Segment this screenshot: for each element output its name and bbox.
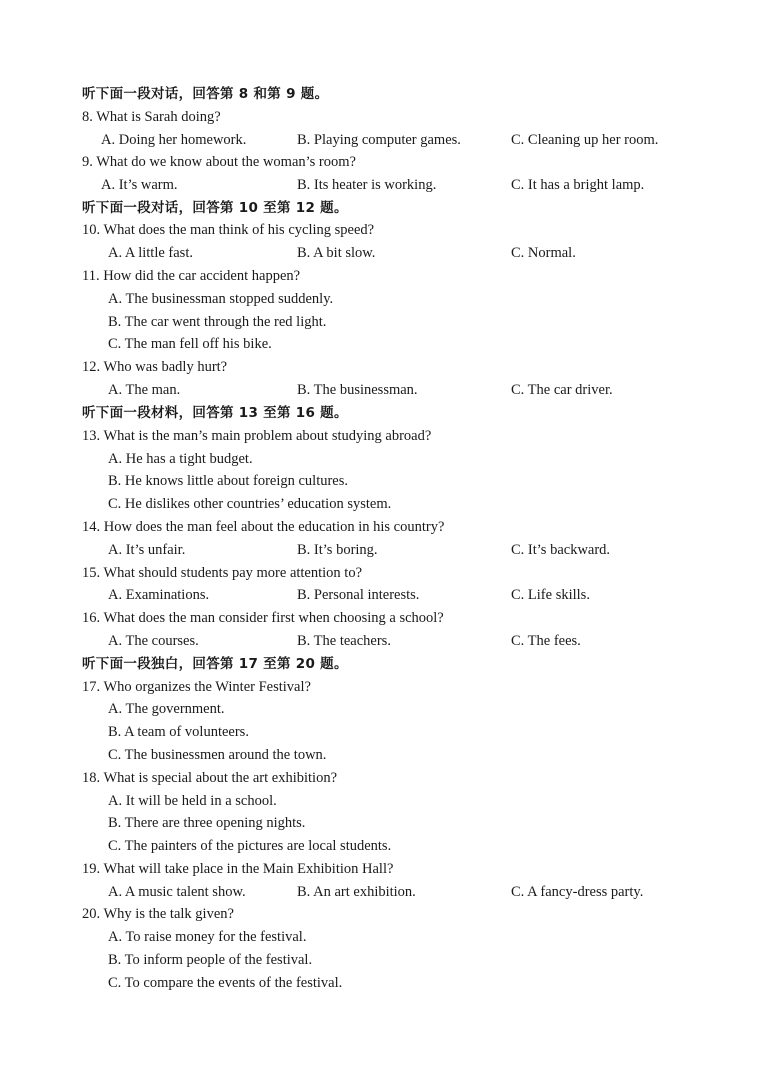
- option-b: B. It’s boring.: [297, 542, 378, 558]
- option-a: A. It’s warm.: [101, 177, 178, 193]
- question-9: 9. What do we know about the woman’s room?: [82, 154, 356, 170]
- option-a: A. The businessman stopped suddenly.: [108, 291, 334, 307]
- options-row: [0, 881, 761, 904]
- option-c: C. The businessmen around the town.: [108, 747, 327, 763]
- section-heading: 听下面一段独白，回答第 17 至第 20 题。: [82, 656, 348, 672]
- option-b: B. He knows little about foreign cultures.: [108, 473, 349, 489]
- option-c: C. It has a bright lamp.: [511, 177, 645, 193]
- option-b: B. To inform people of the festival.: [108, 952, 313, 968]
- section-heading: 听下面一段对话，回答第 8 和第 9 题。: [82, 86, 329, 102]
- option-c: C. It’s backward.: [511, 542, 611, 558]
- option-a: A. The courses.: [108, 633, 199, 649]
- option-c: C. The car driver.: [511, 382, 613, 398]
- option-c: C. He dislikes other countries’ education system.: [108, 496, 392, 512]
- option-a: A. Doing her homework.: [101, 132, 247, 148]
- option-a: A. To raise money for the festival.: [108, 929, 307, 945]
- question-17: 17. Who organizes the Winter Festival?: [82, 679, 311, 695]
- option-b: B. Its heater is working.: [297, 177, 437, 193]
- question-15: 15. What should students pay more attention to?: [82, 565, 363, 581]
- option-b: B. There are three opening nights.: [108, 815, 306, 831]
- option-c: C. Cleaning up her room.: [511, 132, 659, 148]
- options-row: [0, 630, 761, 653]
- option-b: B. An art exhibition.: [297, 884, 416, 900]
- option-a: A. The government.: [108, 701, 225, 717]
- options-row: [0, 242, 761, 265]
- options-row: [0, 584, 761, 607]
- question-19: 19. What will take place in the Main Exhibition Hall?: [82, 861, 394, 877]
- option-c: C. The fees.: [511, 633, 581, 649]
- option-a: A. He has a tight budget.: [108, 451, 253, 467]
- question-8: 8. What is Sarah doing?: [82, 109, 221, 125]
- question-11: 11. How did the car accident happen?: [82, 268, 301, 284]
- section-heading: 听下面一段材料，回答第 13 至第 16 题。: [82, 405, 348, 421]
- option-c: C. Life skills.: [511, 587, 590, 603]
- options-row: [0, 129, 761, 152]
- option-a: A. A music talent show.: [108, 884, 246, 900]
- question-12: 12. Who was badly hurt?: [82, 359, 228, 375]
- option-c: C. The man fell off his bike.: [108, 336, 272, 352]
- option-b: B. The businessman.: [297, 382, 418, 398]
- question-13: 13. What is the man’s main problem about studying abroad?: [82, 428, 432, 444]
- option-b: B. The car went through the red light.: [108, 314, 327, 330]
- options-row: [0, 379, 761, 402]
- option-b: B. Personal interests.: [297, 587, 420, 603]
- option-a: A. It’s unfair.: [108, 542, 186, 558]
- question-16: 16. What does the man consider first when choosing a school?: [82, 610, 444, 626]
- question-18: 18. What is special about the art exhibition?: [82, 770, 338, 786]
- option-b: B. The teachers.: [297, 633, 391, 649]
- option-b: B. A team of volunteers.: [108, 724, 249, 740]
- option-c: C. To compare the events of the festival.: [108, 975, 343, 991]
- option-c: C. The painters of the pictures are local students.: [108, 838, 392, 854]
- option-a: A. The man.: [108, 382, 181, 398]
- option-a: A. Examinations.: [108, 587, 210, 603]
- option-c: C. A fancy-dress party.: [511, 884, 644, 900]
- options-row: [0, 174, 761, 197]
- section-heading: 听下面一段对话，回答第 10 至第 12 题。: [82, 200, 348, 216]
- option-c: C. Normal.: [511, 245, 576, 261]
- question-10: 10. What does the man think of his cycling speed?: [82, 222, 375, 238]
- options-row: [0, 539, 761, 562]
- question-20: 20. Why is the talk given?: [82, 906, 234, 922]
- option-b: B. A bit slow.: [297, 245, 376, 261]
- option-a: A. A little fast.: [108, 245, 193, 261]
- option-b: B. Playing computer games.: [297, 132, 461, 148]
- option-a: A. It will be held in a school.: [108, 793, 277, 809]
- question-14: 14. How does the man feel about the education in his country?: [82, 519, 445, 535]
